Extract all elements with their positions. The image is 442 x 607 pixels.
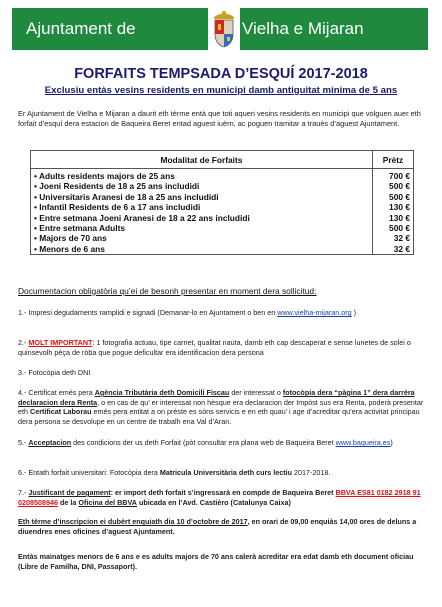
municipality-website-link[interactable]: www.vielha-mijaran.org: [277, 308, 352, 317]
table-cell: • Menors de 6 ans: [31, 244, 373, 255]
documents-section-title: Documentacion obligatòria qu’ei de besonh presentar en moment dera sollicitud:: [18, 286, 317, 296]
table-header-cell: Prètz: [373, 151, 414, 169]
table-cell: • Adults residents majors de 25 ans: [31, 169, 373, 182]
page-subtitle: Exclusiu entàs vesins residents en municipi damb antiguitat minima de 5 ans: [44, 85, 398, 96]
doc-item-4: 4.- Certificat emés pera Agència Tributària deth Domicili Fiscau der interessat o fotocòpia dera “pàgina 1” dera darrèra declaracion dera Renta, o en cas de qu’ er interessat non hèsque era declaracion der Impòst sus era Renta, poderà presentar eth Certificat Laborau emés pera entitat a on prèste es sòns servicis e en eth quau’ i age d’acreditar qu’era activitat principau dera persona se desvolupe en un centre de trabalh ena Val d’Aran.: [18, 388, 424, 426]
table-cell: • Infantil Residents de 6 a 17 ans includidi: [31, 202, 373, 212]
deadline-paragraph: Eth tèrme d’inscripcion ei dubèrt enquiath dia 10 d’octobre de 2017, en orari de 09,00 enquiàs 14,00 ores de deluns a diuendres enes oficines d’aguest Ajuntament.: [18, 517, 417, 536]
table-cell: 130 €: [373, 213, 414, 223]
table-cell: • Entre setmana Joeni Aranesi de 18 a 22 ans includidi: [31, 213, 373, 223]
table-row: [31, 202, 414, 212]
table-row: [31, 213, 414, 223]
table-cell: 500 €: [373, 223, 414, 233]
doc-item-1: 1.- Impresi degudaments ramplidi e signadi (Demanar-lo en Ajuntament o ben en www.vielha-mijaran.org ): [18, 308, 356, 317]
doc-item-2: 2.- MOLT IMPORTANT: 1 fotografia actuau, tipe carnet, qualitat nauta, damb eth cap descaperat e sense lunetes de solei o quinsevolh pèça de ròba que pogue deficultar era identificacion dera persona: [18, 338, 411, 357]
table-cell: • Majors de 70 ans: [31, 233, 373, 243]
doc-item-7: 7.- Justificant de pagament: er import deth forfait s’ingressarà en compde de Baqueira Beret BBVA ES81 0182 2918 91 0208508946 de la Oficina del BBVA ubicada en l’Avd. Castièro (Catalunya Caixa): [18, 488, 421, 507]
header-right-text: Vielha e Mijaran: [242, 19, 364, 38]
table-row: [31, 244, 414, 255]
table-row: [31, 192, 414, 202]
baqueira-website-link[interactable]: www.baqueira.es: [335, 438, 391, 447]
important-label: MOLT IMPORTANT: [28, 338, 93, 347]
table-cell: 700 €: [373, 169, 414, 182]
table-row: [31, 169, 414, 182]
forfait-price-table: [30, 150, 414, 255]
doc-item-6: 6.- Entath forfait universitari: Fotocòpia dera Matricula Universitària deth curs lectiu 2017-2018.: [18, 468, 331, 477]
table-header-row: [31, 151, 414, 169]
minors-paragraph: Entàs mainatges menors de 6 ans e es adults majors de 70 ans calerà acreditar era edat damb eth document oficiau (Libre de Familha, DNI, Passaport).: [18, 552, 414, 571]
table-cell: 130 €: [373, 202, 414, 212]
page-title: FORFAITS TEMPSADA D’ESQUÍ 2017-2018: [74, 66, 368, 82]
table-cell: 500 €: [373, 181, 414, 191]
table-cell: 500 €: [373, 192, 414, 202]
table-cell: 32 €: [373, 233, 414, 243]
bank-account-number: BBVA ES81 0182 2918 91 0208508946: [18, 488, 421, 507]
doc-item-3: 3.- Fotocòpia deth DNI: [18, 368, 91, 377]
table-cell: • Universitaris Aranesi de 18 a 25 ans includidi: [31, 192, 373, 202]
doc-item-5: 5.- Acceptacion des condicions der us deth Forfait (pòt consultar era plana web de Baqueira Beret www.baqueira.es): [18, 438, 393, 447]
coat-of-arms-icon: [208, 8, 240, 50]
table-row: [31, 181, 414, 191]
intro-paragraph: Er Ajuntament de Vielha e Mijaran a daurit eth tèrme entà que toti aqueri vesins residents en municipi que volguen auer eth forfait d’esquí dera estacion de Baqueira Beret entad aguest iuèrn, ac poguen tramitar a trauès d’aguest Ajuntament.: [18, 109, 421, 128]
table-row: [31, 233, 414, 243]
table-header-cell: Modalitat de Forfaits: [31, 151, 373, 169]
table-row: [31, 223, 414, 233]
header-banner: [12, 8, 428, 50]
table-cell: • Joeni Residents de 18 a 25 ans includidi: [31, 181, 373, 191]
header-left-text: Ajuntament de: [26, 19, 136, 38]
table-cell: 32 €: [373, 244, 414, 255]
table-cell: • Entre setmana Adults: [31, 223, 373, 233]
